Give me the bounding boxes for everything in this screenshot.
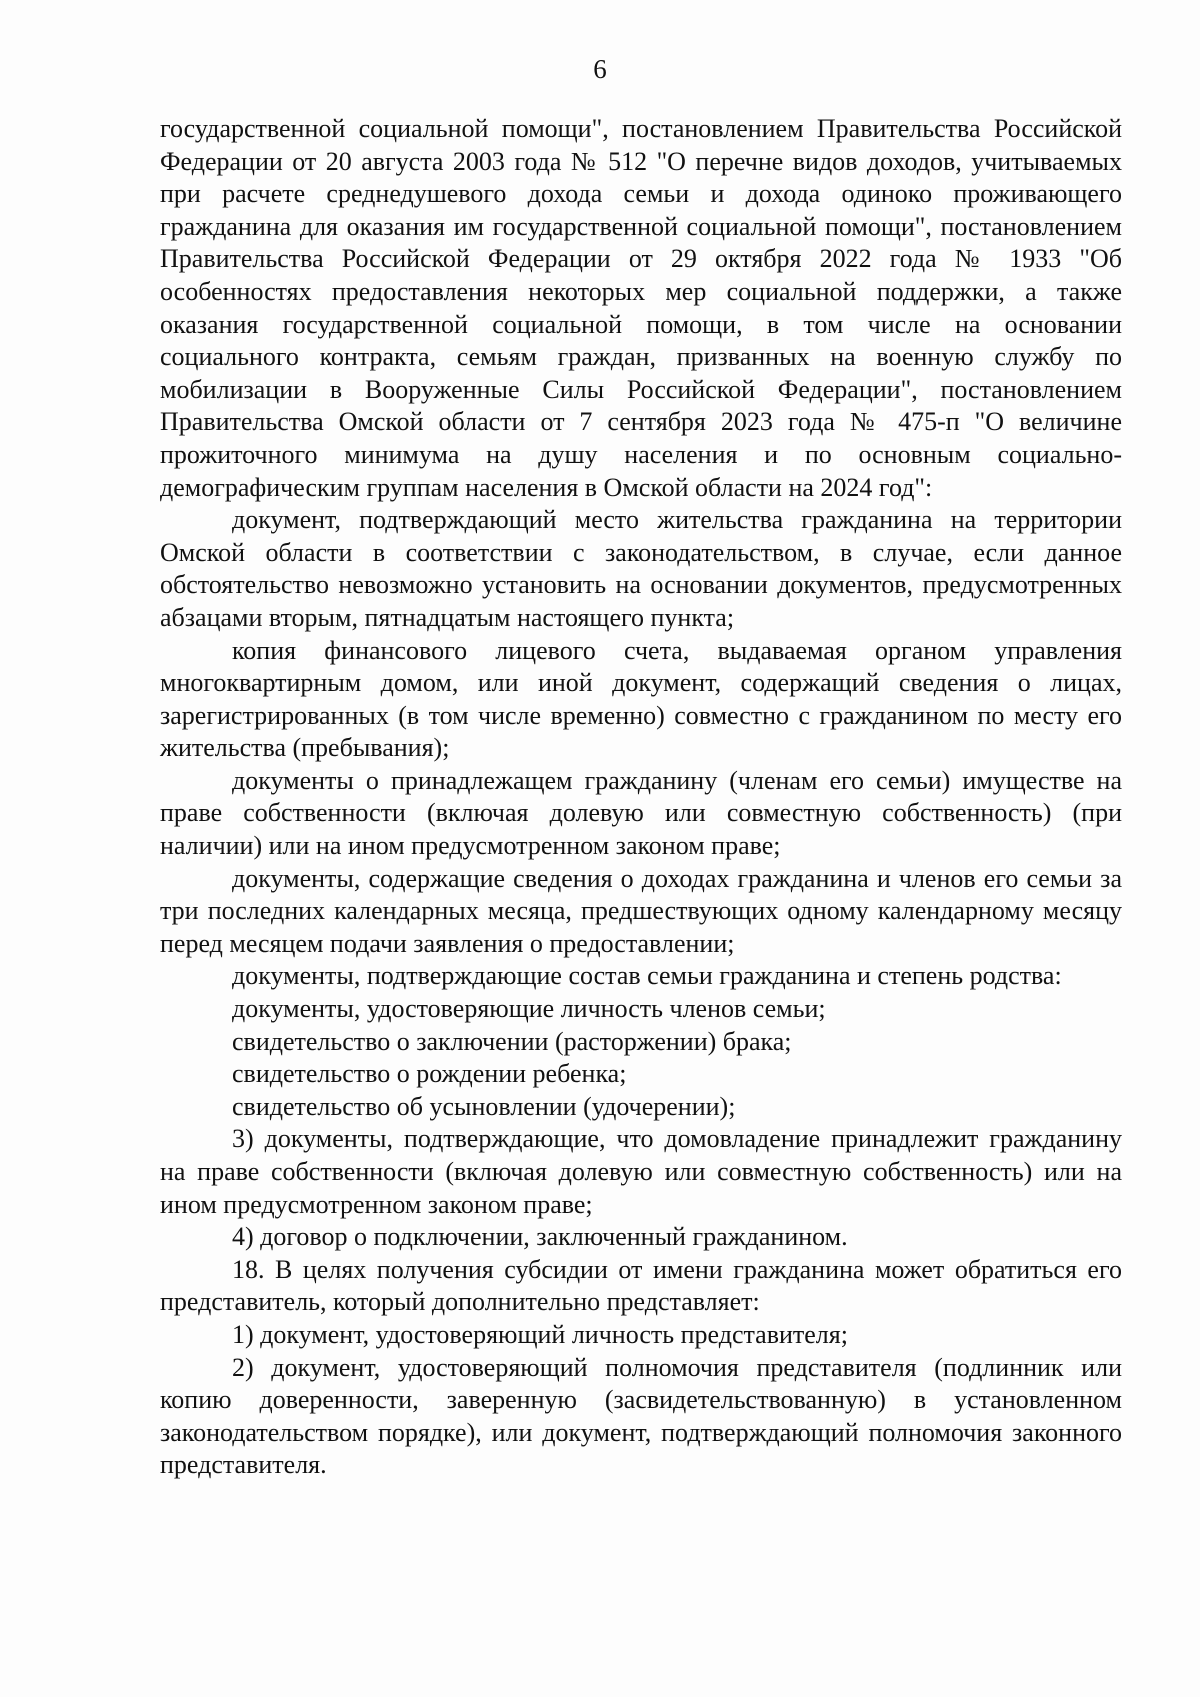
document-body: [160, 113, 1122, 1482]
paragraph-adoption-certificate: свидетельство об усыновлении (удочерении);: [232, 1091, 736, 1121]
paragraph-property-documents: документы о принадлежащем гражданину (членам его семьи) имуществе на праве собственности (включая долевую или совместную собственность) (при наличии) или на ином предусмотренном законом праве;: [160, 765, 1122, 861]
paragraph-legal-references: государственной социальной помощи", постановлением Правительства Российской Федерации от 20 августа 2003 года № 512 "О перечне видов доходов, учитываемых при расчете среднедушевого дохода семьи и дохода одиноко проживающего гражданина для оказания им государственной социальной помощи", постановлением Правительства Российской Федерации от 29 октября 2022 года № 1933 "Об особенностях предоставления некоторых мер социальной поддержки, а также оказания государственной социальной помощи, в том числе на основании социального контракта, семьям граждан, призванных на военную службу по мобилизации в Вооруженные Силы Российской Федерации", постановлением Правительства Омской области от 7 сентября 2023 года № 475-п "О величине прожиточного минимума на душу населения и по основным социально-демографическим группам населения в Омской области на 2024 год":: [160, 114, 1122, 502]
paragraph-clause-18: 18. В целях получения субсидии от имени гражданина может обратиться его представитель, который дополнительно представляет:: [160, 1254, 1122, 1317]
paragraph-item-3-ownership: 3) документы, подтверждающие, что домовладение принадлежит гражданину на праве собственности (включая долевую или совместную собственность) или на ином предусмотренном законом праве;: [160, 1124, 1122, 1219]
paragraph-item-4-connection-contract: 4) договор о подключении, заключенный гражданином.: [232, 1222, 848, 1252]
page-number: 6: [593, 54, 607, 84]
paragraph-residence-document: документ, подтверждающий место жительства гражданина на территории Омской области в соответствии с законодательством, в случае, если данное обстоятельство невозможно установить на основании документов, предусмотренных абзацами вторым, пятнадцатым настоящего пункта;: [160, 505, 1122, 632]
paragraph-account-copy: копия финансового лицевого счета, выдаваемая органом управления многоквартирным домом, или иной документ, содержащий сведения о лицах, зарегистрированных (в том числе временно) совместно с гражданином по месту его жительства (пребывания);: [160, 635, 1122, 763]
paragraph-representative-identity: 1) документ, удостоверяющий личность представителя;: [232, 1319, 848, 1349]
paragraph-identity-documents: документы, удостоверяющие личность членов семьи;: [232, 994, 826, 1024]
paragraph-income-documents: документы, содержащие сведения о доходах гражданина и членов его семьи за три последних календарных месяца, предшествующих одному календарному месяцу перед месяцем подачи заявления о предоставлении;: [160, 863, 1122, 958]
paragraph-representative-authority: 2) документ, удостоверяющий полномочия представителя (подлинник или копию доверенности, заверенную (засвидетельствованную) в установленном законодательством порядке), или документ, подтверждающий полномочия законного представителя.: [160, 1352, 1122, 1480]
paragraph-birth-certificate: свидетельство о рождении ребенка;: [232, 1059, 627, 1089]
paragraph-marriage-certificate: свидетельство о заключении (расторжении) брака;: [232, 1026, 792, 1056]
paragraph-family-composition: документы, подтверждающие состав семьи гражданина и степень родства:: [232, 961, 1062, 991]
